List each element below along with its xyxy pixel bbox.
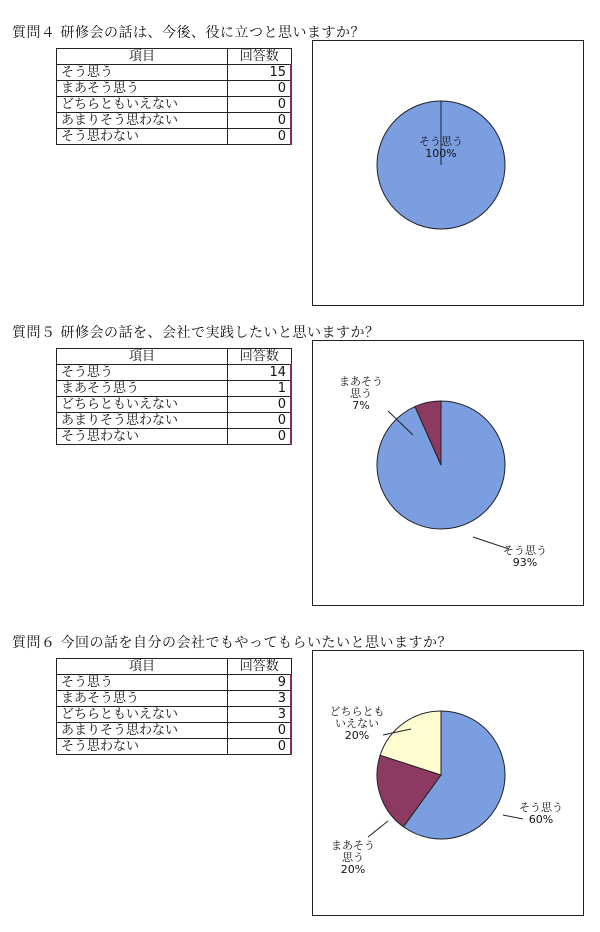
table-row <box>57 723 292 739</box>
row-count: 15 <box>228 65 292 81</box>
table-row <box>57 365 292 381</box>
row-count: 1 <box>228 381 292 397</box>
slice-percent-label: 20% <box>344 729 370 742</box>
question-title: 質問６ 今回の話を自分の会社でもやってもらいたいと思いますか？ <box>12 635 452 651</box>
row-label: あまりそう思わない <box>57 413 228 429</box>
row-label: そう思わない <box>57 429 228 445</box>
table-row <box>57 381 292 397</box>
row-label: どちらともいえない <box>57 97 228 113</box>
table-row <box>57 675 292 691</box>
table-row <box>57 429 292 445</box>
slice-percent-label: 100% <box>425 147 457 160</box>
row-label: まあそう思う <box>57 81 228 97</box>
table-row <box>57 129 292 145</box>
pie-chart-q4 <box>312 40 584 306</box>
row-label: そう思わない <box>57 739 228 755</box>
response-table <box>56 658 292 755</box>
question-5-section <box>0 322 600 622</box>
question-title: 質問４ 研修会の話は、今後、役に立つと思いますか？ <box>12 25 365 41</box>
row-label: あまりそう思わない <box>57 113 228 129</box>
slice-name-label: 思う <box>342 851 364 864</box>
table-row <box>57 691 292 707</box>
row-count: 0 <box>228 429 292 445</box>
table-row <box>57 739 292 755</box>
leader-line <box>503 815 523 819</box>
row-label: そう思う <box>57 365 228 381</box>
response-table <box>56 48 292 145</box>
pie-chart-svg <box>313 341 585 607</box>
slice-name-label: そう思う <box>519 801 563 814</box>
slice-percent-label: 93% <box>512 556 538 569</box>
question-4-section <box>0 22 600 322</box>
pie-chart-svg <box>313 651 585 917</box>
table-row <box>57 113 292 129</box>
table-row <box>57 413 292 429</box>
row-label: そう思う <box>57 675 228 691</box>
header-count: 回答数 <box>228 49 292 65</box>
row-label: そう思う <box>57 65 228 81</box>
row-label: そう思わない <box>57 129 228 145</box>
row-count: 3 <box>228 691 292 707</box>
row-count: 0 <box>228 739 292 755</box>
table-row <box>57 65 292 81</box>
table-row <box>57 707 292 723</box>
pie-chart-q5 <box>312 340 584 606</box>
row-count: 0 <box>228 81 292 97</box>
slice-name-label: どちらとも <box>329 705 385 718</box>
slice-name-label: そう思う <box>419 135 463 148</box>
slice-name-label: いえない <box>335 717 379 730</box>
question-title: 質問５ 研修会の話を、会社で実践したいと思いますか？ <box>12 325 380 341</box>
slice-name-label: 思う <box>350 387 372 400</box>
slice-percent-label: 20% <box>340 863 366 876</box>
slice-name-label: そう思う <box>503 544 547 557</box>
leader-line <box>368 821 388 837</box>
row-count: 0 <box>228 723 292 739</box>
row-count: 14 <box>228 365 292 381</box>
pie-chart-svg <box>313 41 585 307</box>
header-item: 項目 <box>57 659 228 675</box>
question-6-section <box>0 632 600 932</box>
header-count: 回答数 <box>228 659 292 675</box>
table-header-row <box>57 349 292 365</box>
row-count: 0 <box>228 113 292 129</box>
table-header-row <box>57 659 292 675</box>
table-row <box>57 397 292 413</box>
row-label: どちらともいえない <box>57 707 228 723</box>
row-label: あまりそう思わない <box>57 723 228 739</box>
table-row <box>57 81 292 97</box>
response-table <box>56 348 292 445</box>
slice-name-label: まあそう <box>331 839 375 852</box>
header-count: 回答数 <box>228 349 292 365</box>
pie-chart-q6 <box>312 650 584 916</box>
header-item: 項目 <box>57 349 228 365</box>
header-item: 項目 <box>57 49 228 65</box>
slice-percent-label: 7% <box>352 399 370 412</box>
row-label: まあそう思う <box>57 381 228 397</box>
row-count: 0 <box>228 97 292 113</box>
row-count: 0 <box>228 397 292 413</box>
row-count: 9 <box>228 675 292 691</box>
row-count: 0 <box>228 413 292 429</box>
slice-percent-label: 60% <box>528 813 554 826</box>
table-header-row <box>57 49 292 65</box>
row-count: 3 <box>228 707 292 723</box>
slice-name-label: まあそう <box>339 375 383 388</box>
table-row <box>57 97 292 113</box>
row-label: まあそう思う <box>57 691 228 707</box>
row-label: どちらともいえない <box>57 397 228 413</box>
row-count: 0 <box>228 129 292 145</box>
